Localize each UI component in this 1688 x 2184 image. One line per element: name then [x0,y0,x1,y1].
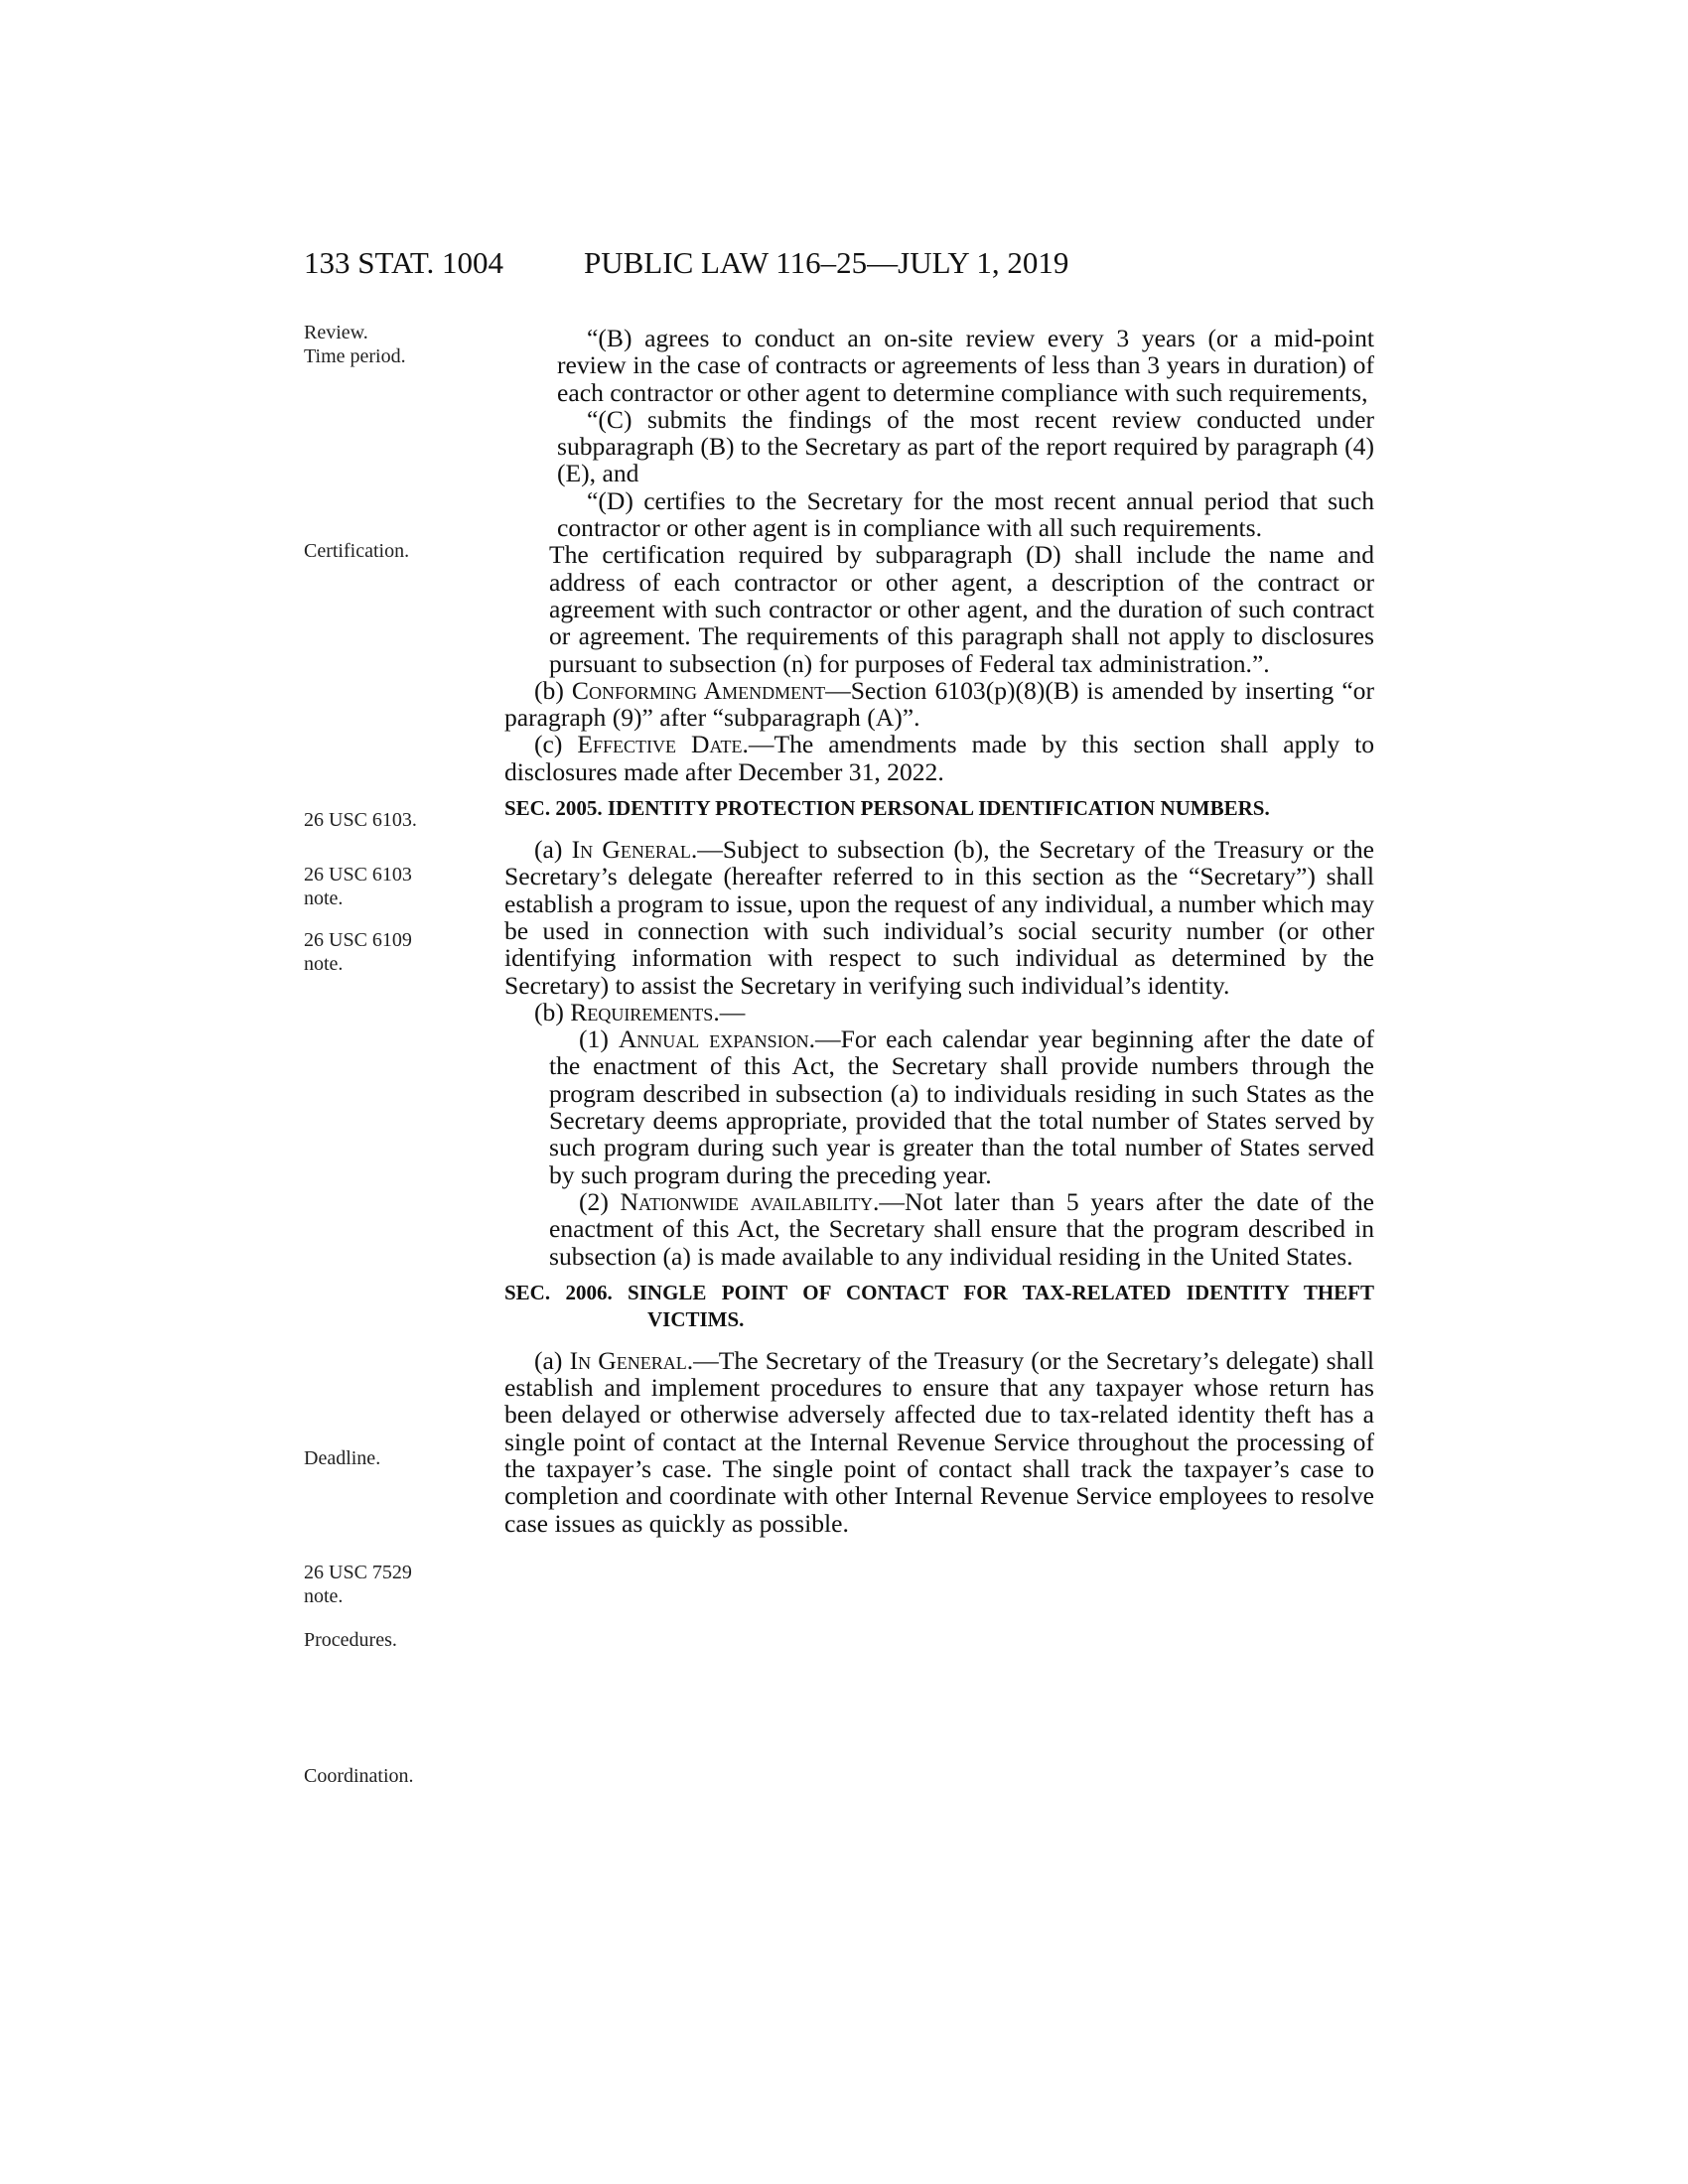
subsection-text: .— [713,997,746,1026]
subsection-heading: Effective Date [577,730,743,759]
subsection-b-conforming-amendment [504,677,1374,732]
margin-note-deadline: Deadline. [304,1447,381,1469]
subsection-lead: (b) [534,997,571,1026]
subsection-heading: In General [571,835,691,865]
subsection-text: .—Subject to subsection (b), the Secretary of the Treasury or the Secretary’s delegate (hereafter referred to in this section as the “Secretary”) shall establish a program to issue, upon the request of any individual, a number which may be used in connection with such individual’s social security number (or other identifying information with respect to such individual as determined by the Secretary) to assist the Secretary in verifying such individual’s identity. [504,835,1374,1000]
subsection-lead: (b) [534,675,572,705]
subsection-c-effective-date [504,731,1374,785]
margin-note-time-period: Time period. [304,345,406,367]
paragraph-heading: Nationwide availability [620,1186,873,1216]
page-body [504,325,1374,1537]
margin-note-26-usc-6109-note: 26 USC 6109 note. [304,929,412,975]
margin-note-coordination: Coordination. [304,1765,414,1787]
paragraph-text: .—Not later than 5 years after the date of the enactment of this Act, the Secretary shall ensure that the program described in subsection (a) is made available to any individual residing in the United States. [549,1186,1374,1271]
subsection-heading: Conforming Amendment [571,675,826,705]
paragraph-lead: (2) [579,1186,621,1216]
sec-2006-subsection-a [504,1347,1374,1537]
paragraph-text: .—For each calendar year beginning after the date of the enactment of this Act, the Secretary shall provide numbers through the program described in subsection (a) to individuals residing in such States as the Secretary deems appropriate, provided that the total number of States served by such program during such year is greater than the total number of States served by such program during the preceding year. [549,1024,1374,1189]
page-title: PUBLIC LAW 116–25—JULY 1, 2019 [584,245,1069,280]
subsection-text: .—The amendments made by this section shall apply to disclosures made after December 31, 2022. [504,730,1374,786]
paragraph-heading: Annual expansion [618,1024,809,1054]
margin-note-26-usc-6103: 26 USC 6103. [304,809,417,831]
page-stat-number: 133 STAT. 1004 [304,245,504,280]
paragraph-lead: (1) [579,1024,619,1054]
clause-c: “(C) submits the findings of the most recent review conducted under subparagraph (B) to the Secretary as part of the report required by paragraph (4)(E), and [557,404,1374,488]
section-2006-heading: SEC. 2006. SINGLE POINT OF CONTACT FOR TAX-RELATED IDENTITY THEFT VICTIMS. [504,1280,1374,1331]
subsection-lead: (c) [534,730,578,759]
subsection-heading: In General [569,1345,687,1375]
paragraph-2-nationwide-availability [549,1188,1374,1270]
clause-b: “(B) agrees to conduct an on-site review every 3 years (or a mid-point review in the case of contracts or agreements of less than 3 years in duration) of each contractor or other agent to determine compliance with such requirements, [557,324,1374,407]
section-2005-heading: SEC. 2005. IDENTITY PROTECTION PERSONAL IDENTIFICATION NUMBERS. [504,796,1270,821]
subsection-heading: Requirements [570,997,714,1026]
margin-note-26-usc-6103-note: 26 USC 6103 note. [304,864,412,909]
sec-2005-subsection-a [504,836,1374,999]
paragraph-1-annual-expansion [549,1025,1374,1188]
margin-note-certification: Certification. [304,540,410,562]
margin-note-26-usc-7529-note: 26 USC 7529 note. [304,1562,412,1607]
margin-note-review: Review. [304,322,368,343]
subsection-text: .—The Secretary of the Treasury (or the Secretary’s delegate) shall establish and implement procedures to ensure that any taxpayer whose return has been delayed or otherwise adversely affected due to tax-related identity theft has a single point of contact at the Internal Revenue Service throughout the processing of the taxpayer’s case. The single point of contact shall track the taxpayer’s case to completion and coordinate with other Internal Revenue Service employees to resolve case issues as quickly as possible. [504,1345,1374,1538]
subsection-text: —Section 6103(p)(8)(B) is amended by inserting “or paragraph (9)” after “subparagraph (A)”. [504,675,1375,733]
subsection-lead: (a) [534,835,572,865]
subsection-lead: (a) [534,1345,570,1375]
certification-paragraph: The certification required by subparagraph (D) shall include the name and address of each contractor or other agent, a description of the contract or agreement with such contractor or other agent, and the duration of such contract or agreement. The requirements of this paragraph shall not apply to disclosures pursuant to subsection (n) for purposes of Federal tax administration.”. [549,540,1374,678]
sec-2005-subsection-b [504,999,1374,1025]
clause-d: “(D) certifies to the Secretary for the most recent annual period that such contractor or other agent is in compliance with all such requirements. [557,485,1374,543]
margin-note-procedures: Procedures. [304,1629,397,1651]
